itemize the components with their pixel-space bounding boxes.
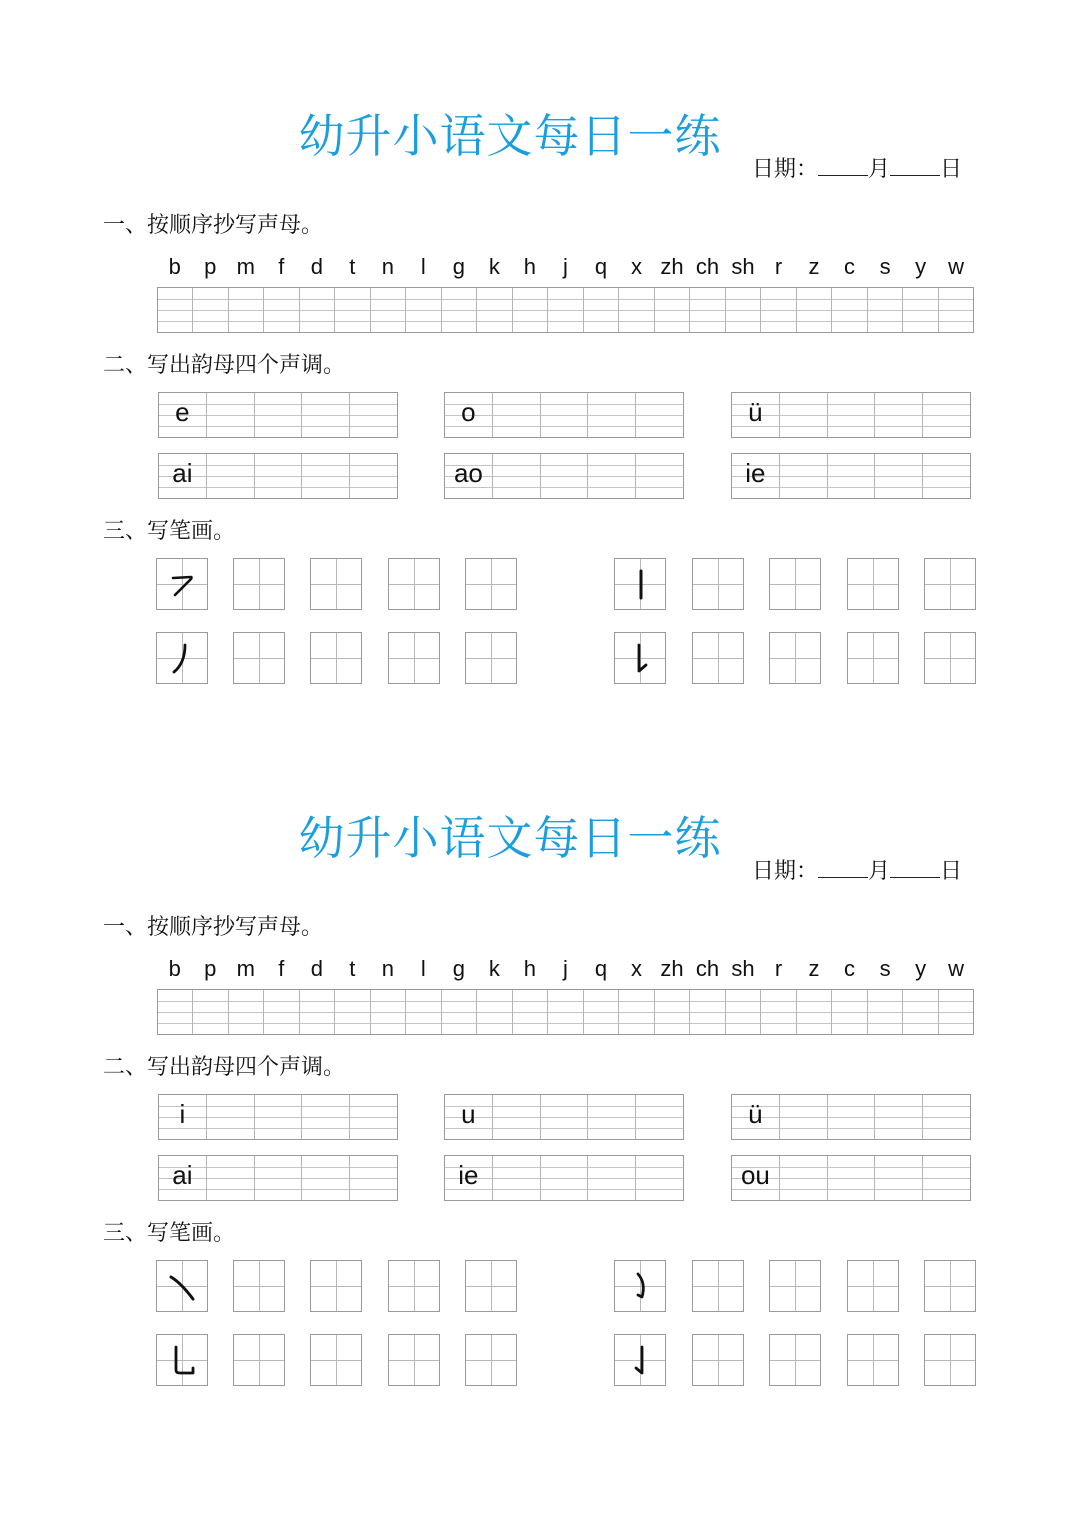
initial-label: b — [168, 956, 181, 981]
initial-label: q — [594, 956, 608, 981]
initial-label: y — [915, 254, 927, 279]
writing-cell[interactable] — [923, 454, 970, 498]
writing-cell[interactable] — [903, 990, 938, 1034]
final-label-cell — [159, 1095, 207, 1139]
initial-label: r — [774, 254, 783, 279]
final-label: ü — [748, 1099, 763, 1129]
initial-label: g — [452, 254, 465, 279]
writing-cell[interactable] — [797, 288, 832, 332]
writing-cell[interactable] — [588, 1156, 636, 1200]
writing-cell[interactable] — [442, 288, 477, 332]
initial-label: c — [844, 254, 856, 279]
final-label: ai — [172, 1160, 193, 1190]
writing-cell[interactable] — [300, 288, 335, 332]
stroke-hengpie-icon — [157, 559, 207, 609]
initial-label: zh — [660, 956, 684, 981]
final-box[interactable] — [731, 1094, 971, 1140]
final-label-cell — [445, 454, 493, 498]
stroke-box-dian — [156, 1260, 208, 1312]
date-label: 日期： — [752, 859, 819, 884]
writing-cell[interactable] — [207, 1156, 255, 1200]
initial-label: t — [349, 956, 356, 981]
tianzige-box[interactable] — [465, 558, 517, 610]
writing-cell[interactable] — [584, 288, 619, 332]
worksheet-2 — [0, 702, 1080, 1402]
writing-cell[interactable] — [493, 454, 541, 498]
initial-label: x — [630, 254, 642, 279]
page-title: 幼升小语文每日一练 — [298, 811, 722, 865]
tianzige-box[interactable] — [233, 1260, 285, 1312]
stroke-wangou-icon — [615, 1261, 665, 1311]
stroke-box-hengpie — [156, 558, 208, 610]
initial-label: l — [420, 254, 426, 279]
tianzige-box[interactable] — [847, 632, 899, 684]
initial-label: f — [278, 956, 285, 981]
writing-cell[interactable] — [477, 288, 512, 332]
initial-label: n — [381, 254, 394, 279]
initial-label: m — [236, 956, 255, 981]
writing-cell[interactable] — [264, 288, 299, 332]
writing-cell[interactable] — [584, 990, 619, 1034]
writing-cell[interactable] — [761, 990, 796, 1034]
writing-cell[interactable] — [513, 990, 548, 1034]
tianzige-box[interactable] — [847, 1260, 899, 1312]
writing-cell[interactable] — [690, 990, 725, 1034]
stroke-box-pie — [156, 632, 208, 684]
tianzige-box[interactable] — [924, 558, 976, 610]
writing-cell[interactable] — [828, 454, 876, 498]
initial-label: ch — [695, 254, 720, 279]
final-label: ou — [740, 1160, 770, 1190]
initial-label: p — [204, 254, 217, 279]
writing-cell[interactable] — [255, 1156, 303, 1200]
month-blank[interactable] — [818, 157, 868, 176]
date-line — [752, 152, 962, 183]
initial-label: z — [808, 254, 820, 279]
initials-labels — [157, 254, 974, 284]
writing-cell[interactable] — [302, 393, 350, 437]
final-label: ü — [748, 397, 763, 427]
final-label-cell — [445, 1095, 493, 1139]
initial-label: y — [915, 956, 927, 981]
writing-cell[interactable] — [780, 1156, 828, 1200]
final-label: o — [461, 397, 476, 427]
initial-label: sh — [731, 254, 755, 279]
tianzige-box[interactable] — [924, 1334, 976, 1386]
day-blank[interactable] — [890, 859, 940, 878]
tianzige-box[interactable] — [924, 1260, 976, 1312]
initials-writing-grid[interactable] — [157, 287, 974, 333]
initial-label: r — [774, 956, 783, 981]
initial-label: l — [420, 956, 426, 981]
writing-cell[interactable] — [588, 1095, 636, 1139]
final-box[interactable] — [444, 1155, 684, 1201]
initials-labels — [157, 956, 974, 986]
final-box[interactable] — [158, 453, 398, 499]
writing-cell[interactable] — [875, 1095, 923, 1139]
writing-cell[interactable] — [207, 454, 255, 498]
final-box[interactable] — [444, 453, 684, 499]
tianzige-box[interactable] — [388, 1334, 440, 1386]
initial-label: z — [808, 956, 820, 981]
writing-cell[interactable] — [207, 1095, 255, 1139]
writing-cell[interactable] — [588, 393, 636, 437]
final-label: e — [175, 397, 190, 427]
initial-label: k — [488, 956, 500, 981]
day-blank[interactable] — [890, 157, 940, 176]
initial-label: sh — [731, 956, 755, 981]
writing-cell[interactable] — [828, 393, 876, 437]
writing-cell[interactable] — [868, 288, 903, 332]
initial-label: k — [488, 254, 500, 279]
final-label: ai — [172, 458, 193, 488]
writing-cell[interactable] — [255, 393, 303, 437]
final-label-cell — [445, 1156, 493, 1200]
initial-label: s — [879, 254, 891, 279]
final-label: u — [461, 1099, 476, 1129]
writing-cell[interactable] — [193, 288, 228, 332]
section-1-heading: 一、按顺序抄写声母。 — [103, 213, 324, 238]
writing-cell[interactable] — [780, 1095, 828, 1139]
writing-cell[interactable] — [923, 1095, 970, 1139]
writing-cell[interactable] — [477, 990, 512, 1034]
writing-cell[interactable] — [207, 393, 255, 437]
writing-cell[interactable] — [371, 990, 406, 1034]
tianzige-box[interactable] — [310, 558, 362, 610]
day-label: 日 — [940, 859, 963, 884]
tianzige-box[interactable] — [692, 1334, 744, 1386]
writing-cell[interactable] — [690, 288, 725, 332]
writing-cell[interactable] — [636, 393, 683, 437]
writing-cell[interactable] — [828, 1095, 876, 1139]
writing-cell[interactable] — [350, 393, 397, 437]
final-box[interactable] — [444, 392, 684, 438]
writing-cell[interactable] — [548, 288, 583, 332]
writing-cell[interactable] — [193, 990, 228, 1034]
writing-cell[interactable] — [726, 990, 761, 1034]
initial-label: b — [168, 254, 181, 279]
initial-label: d — [310, 956, 323, 981]
writing-cell[interactable] — [828, 1156, 876, 1200]
worksheet-1 — [0, 0, 1080, 700]
initial-label: zh — [660, 254, 684, 279]
section-3-heading: 三、写笔画。 — [103, 519, 236, 544]
writing-cell[interactable] — [371, 288, 406, 332]
writing-cell[interactable] — [832, 288, 867, 332]
writing-cell[interactable] — [726, 288, 761, 332]
final-label-cell — [732, 1156, 780, 1200]
final-box[interactable] — [731, 453, 971, 499]
initial-label: n — [381, 956, 394, 981]
writing-cell[interactable] — [229, 288, 264, 332]
writing-cell[interactable] — [780, 454, 828, 498]
initials-writing-grid[interactable] — [157, 989, 974, 1035]
initial-label: d — [310, 254, 323, 279]
writing-cell[interactable] — [541, 1156, 589, 1200]
stroke-shu-icon — [615, 559, 665, 609]
final-label-cell — [732, 1095, 780, 1139]
month-blank[interactable] — [818, 859, 868, 878]
final-label-cell — [159, 454, 207, 498]
initial-label: s — [879, 956, 891, 981]
month-label: 月 — [868, 859, 891, 884]
stroke-box-wangou — [614, 1260, 666, 1312]
tianzige-box[interactable] — [310, 1260, 362, 1312]
final-box[interactable] — [158, 1155, 398, 1201]
stroke-box-shugou — [614, 1334, 666, 1386]
writing-cell[interactable] — [588, 454, 636, 498]
final-label-cell — [159, 1156, 207, 1200]
final-box[interactable] — [731, 1155, 971, 1201]
writing-cell[interactable] — [761, 288, 796, 332]
tianzige-box[interactable] — [233, 558, 285, 610]
final-label: ao — [453, 458, 483, 488]
initial-label: h — [523, 956, 537, 981]
tianzige-box[interactable] — [388, 558, 440, 610]
initial-label: t — [349, 254, 356, 279]
writing-cell[interactable] — [619, 990, 654, 1034]
writing-cell[interactable] — [923, 1156, 970, 1200]
writing-cell[interactable] — [655, 990, 690, 1034]
writing-cell[interactable] — [903, 288, 938, 332]
writing-cell[interactable] — [780, 393, 828, 437]
writing-cell[interactable] — [158, 288, 193, 332]
final-box[interactable] — [158, 1094, 398, 1140]
tianzige-box[interactable] — [310, 632, 362, 684]
writing-cell[interactable] — [513, 288, 548, 332]
date-line — [752, 854, 962, 885]
writing-cell[interactable] — [541, 454, 589, 498]
writing-cell[interactable] — [548, 990, 583, 1034]
writing-cell[interactable] — [797, 990, 832, 1034]
initial-label: g — [452, 956, 465, 981]
writing-cell[interactable] — [875, 393, 923, 437]
tianzige-box[interactable] — [465, 632, 517, 684]
section-2-heading: 二、写出韵母四个声调。 — [103, 353, 346, 378]
writing-cell[interactable] — [655, 288, 690, 332]
writing-cell[interactable] — [350, 454, 397, 498]
writing-cell[interactable] — [939, 990, 973, 1034]
final-box[interactable] — [731, 392, 971, 438]
tianzige-box[interactable] — [769, 632, 821, 684]
initial-label: w — [948, 956, 965, 981]
writing-cell[interactable] — [868, 990, 903, 1034]
tianzige-box[interactable] — [692, 1260, 744, 1312]
writing-cell[interactable] — [229, 990, 264, 1034]
stroke-shuti-icon — [615, 633, 665, 683]
tianzige-box[interactable] — [233, 1334, 285, 1386]
writing-cell[interactable] — [300, 990, 335, 1034]
tianzige-box[interactable] — [769, 1334, 821, 1386]
initial-label: ch — [695, 956, 720, 981]
initial-label: m — [236, 254, 255, 279]
writing-cell[interactable] — [442, 990, 477, 1034]
final-label-cell — [445, 393, 493, 437]
tianzige-box[interactable] — [233, 632, 285, 684]
writing-cell[interactable] — [335, 990, 370, 1034]
day-label: 日 — [940, 157, 963, 182]
writing-cell[interactable] — [302, 1095, 350, 1139]
stroke-box-shuti — [614, 632, 666, 684]
initial-label: j — [562, 254, 568, 279]
tianzige-box[interactable] — [769, 1260, 821, 1312]
tianzige-box[interactable] — [692, 632, 744, 684]
writing-cell[interactable] — [493, 1156, 541, 1200]
tianzige-box[interactable] — [847, 1334, 899, 1386]
final-label: i — [179, 1099, 186, 1129]
final-label-cell — [732, 393, 780, 437]
final-box[interactable] — [158, 392, 398, 438]
writing-cell[interactable] — [302, 1156, 350, 1200]
final-box[interactable] — [444, 1094, 684, 1140]
initial-label: q — [594, 254, 608, 279]
writing-cell[interactable] — [939, 288, 973, 332]
writing-cell[interactable] — [875, 1156, 923, 1200]
final-label: ie — [458, 1160, 479, 1190]
tianzige-box[interactable] — [769, 558, 821, 610]
writing-cell[interactable] — [636, 1095, 683, 1139]
initial-label: x — [630, 956, 642, 981]
writing-cell[interactable] — [875, 454, 923, 498]
initial-label: j — [562, 956, 568, 981]
tianzige-box[interactable] — [465, 1334, 517, 1386]
tianzige-box[interactable] — [924, 632, 976, 684]
writing-cell[interactable] — [335, 288, 370, 332]
tianzige-box[interactable] — [692, 558, 744, 610]
stroke-box-shuwangou — [156, 1334, 208, 1386]
section-1-heading: 一、按顺序抄写声母。 — [103, 915, 324, 940]
month-label: 月 — [868, 157, 891, 182]
writing-cell[interactable] — [350, 1095, 397, 1139]
writing-cell[interactable] — [493, 393, 541, 437]
initial-label: f — [278, 254, 285, 279]
final-label: ie — [745, 458, 766, 488]
writing-cell[interactable] — [923, 393, 970, 437]
page-title: 幼升小语文每日一练 — [298, 109, 722, 163]
writing-cell[interactable] — [255, 454, 303, 498]
writing-cell[interactable] — [541, 1095, 589, 1139]
writing-cell[interactable] — [619, 288, 654, 332]
initial-label: w — [948, 254, 965, 279]
tianzige-box[interactable] — [388, 632, 440, 684]
stroke-pie-icon — [157, 633, 207, 683]
writing-cell[interactable] — [636, 454, 683, 498]
final-label-cell — [732, 454, 780, 498]
section-3-heading: 三、写笔画。 — [103, 1221, 236, 1246]
stroke-shuwangou-icon — [157, 1335, 207, 1385]
writing-cell[interactable] — [541, 393, 589, 437]
final-label-cell — [159, 393, 207, 437]
tianzige-box[interactable] — [847, 558, 899, 610]
stroke-dian-icon — [157, 1261, 207, 1311]
writing-cell[interactable] — [350, 1156, 397, 1200]
writing-cell[interactable] — [636, 1156, 683, 1200]
writing-cell[interactable] — [406, 990, 441, 1034]
writing-cell[interactable] — [158, 990, 193, 1034]
initial-label: h — [523, 254, 537, 279]
tianzige-box[interactable] — [465, 1260, 517, 1312]
writing-cell[interactable] — [255, 1095, 303, 1139]
writing-cell[interactable] — [493, 1095, 541, 1139]
initial-label: p — [204, 956, 217, 981]
writing-cell[interactable] — [406, 288, 441, 332]
writing-cell[interactable] — [832, 990, 867, 1034]
writing-cell[interactable] — [264, 990, 299, 1034]
writing-cell[interactable] — [302, 454, 350, 498]
initial-label: c — [844, 956, 856, 981]
stroke-shugou-icon — [615, 1335, 665, 1385]
tianzige-box[interactable] — [388, 1260, 440, 1312]
date-label: 日期： — [752, 157, 819, 182]
tianzige-box[interactable] — [310, 1334, 362, 1386]
stroke-box-shu — [614, 558, 666, 610]
section-2-heading: 二、写出韵母四个声调。 — [103, 1055, 346, 1080]
